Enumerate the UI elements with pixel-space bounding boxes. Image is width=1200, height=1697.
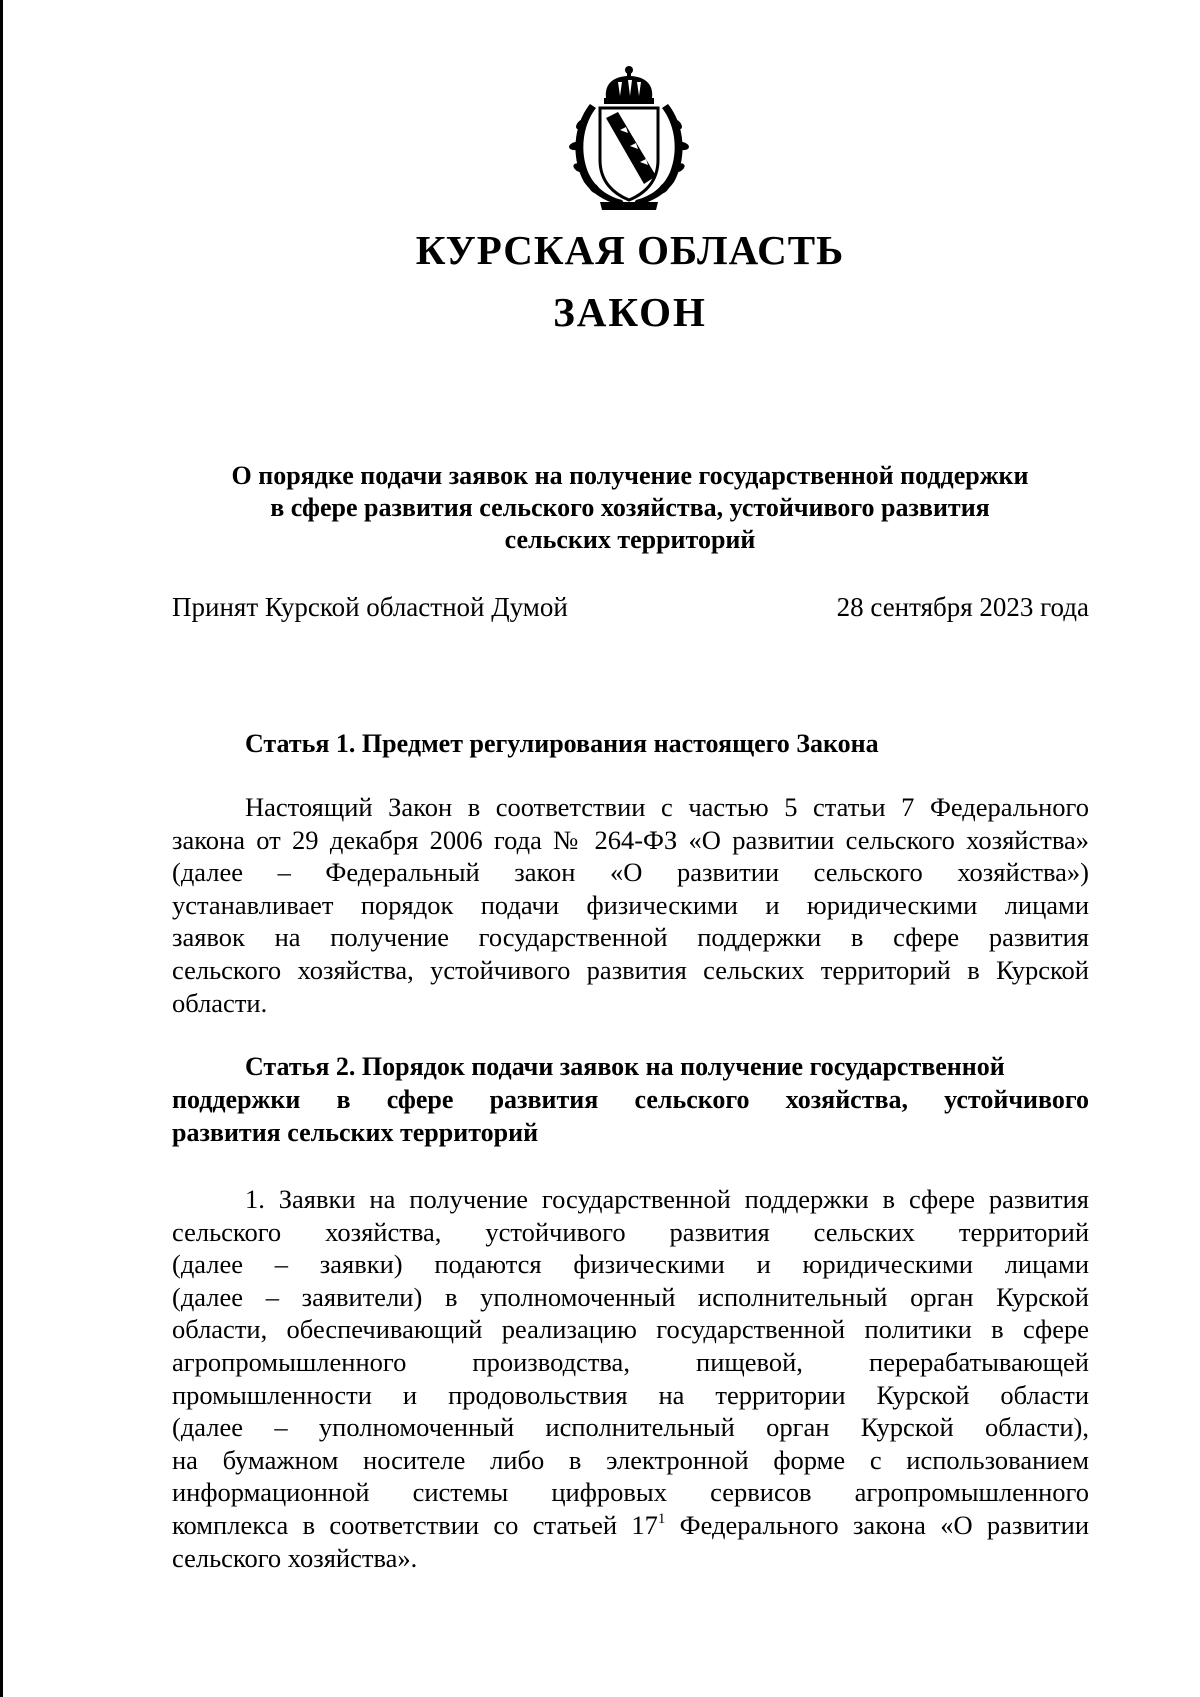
- text-line: Настоящий Закон в соответствии с частью 5 статьи 7 Федерального: [245, 792, 1089, 822]
- text-line: закона от 29 декабря 2006 года № 264-ФЗ «О развитии сельского хозяйства»: [172, 824, 1089, 855]
- heading-line: развития сельских территорий: [172, 1118, 539, 1147]
- text-line: промышленности и продовольствия на территории Курской области: [172, 1379, 1089, 1410]
- adoption-line: [172, 592, 1089, 623]
- text-line: (далее – уполномоченный исполнительный орган Курской области),: [172, 1412, 1089, 1443]
- text-line: информационной системы цифровых сервисов агропромышленного: [172, 1477, 1089, 1508]
- text-line: (далее – заявители) в уполномоченный исполнительный орган Курской: [172, 1281, 1089, 1312]
- text-line: устанавливает порядок подачи физическими и юридическими лицами: [172, 889, 1089, 920]
- text-line: области, обеспечивающий реализацию государственной политики в сфере: [172, 1314, 1089, 1345]
- text-line: (далее – заявки) подаются физическими и юридическими лицами: [172, 1249, 1089, 1280]
- law-title-line: сельских территорий: [504, 525, 756, 554]
- text-line: (далее – Федеральный закон «О развитии сельского хозяйства»): [172, 857, 1089, 888]
- superscript: 1: [657, 1510, 666, 1527]
- text-line: заявок на получение государственной поддержки в сфере развития: [172, 922, 1089, 953]
- text-line: области.: [172, 987, 268, 1018]
- adoption-date: 28 сентября 2023 года: [836, 592, 1089, 622]
- heading-line: Статья 2. Порядок подачи заявок на получение государственной: [245, 1052, 1005, 1081]
- article-2-text: [172, 1183, 1089, 1574]
- law-title-line: О порядке подачи заявок на получение государственной поддержки: [231, 461, 1029, 490]
- text-line: на бумажном носителе либо в электронной форме с использованием: [172, 1444, 1089, 1475]
- article-1-heading: Статья 1. Предмет регулирования настоящего Закона: [245, 729, 879, 758]
- text-line: [172, 1509, 1089, 1542]
- adopted-by: Принят Курской областной Думой: [172, 592, 568, 622]
- text-line: сельского хозяйства, устойчивого развития сельских территорий: [172, 1216, 1089, 1247]
- law-title: [160, 460, 1100, 556]
- text-line: сельского хозяйства, устойчивого развития сельских территорий в Курской: [172, 954, 1089, 985]
- article-2-heading: [172, 1050, 1089, 1149]
- text-line: агропромышленного производства, пищевой, перерабатывающей: [172, 1346, 1089, 1377]
- text-line: 1. Заявки на получение государственной поддержки в сфере развития: [245, 1184, 1089, 1214]
- text-fragment: Федерального закона «О развитии: [665, 1509, 1090, 1540]
- heading-line: поддержки в сфере развития сельского хозяйства, устойчивого: [172, 1085, 1089, 1114]
- article-1-text: [172, 791, 1089, 1019]
- kursk-coat-of-arms-icon: [560, 64, 698, 212]
- text-line: сельского хозяйства».: [172, 1542, 418, 1573]
- document-type-heading: ЗАКОН: [553, 289, 707, 335]
- law-title-line: в сфере развития сельского хозяйства, устойчивого развития: [270, 493, 990, 522]
- region-heading: КУРСКАЯ ОБЛАСТЬ: [415, 227, 845, 273]
- text-fragment: комплекса в соответствии со статьей 17: [172, 1509, 658, 1540]
